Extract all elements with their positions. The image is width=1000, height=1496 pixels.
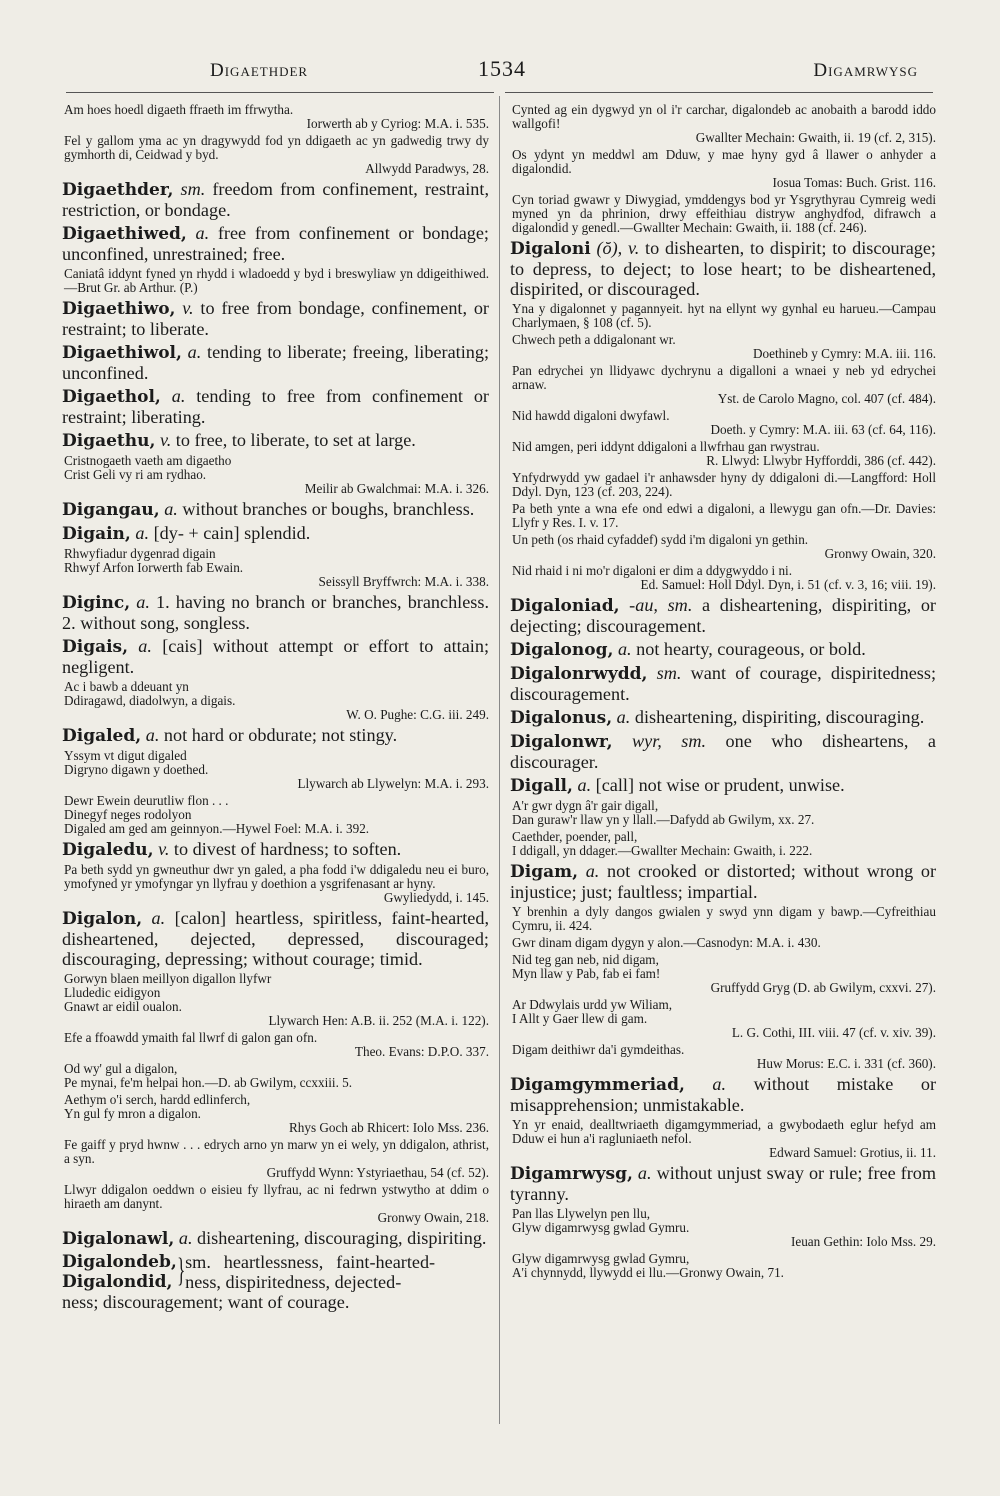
quotation bbox=[510, 1118, 936, 1160]
quotation-line: Pa beth ynte a wna efe ond edwi a digaloni, a llewygu gan ofn.—Dr. Davies: Llyfr y Res. I. v. 17. bbox=[512, 501, 936, 530]
brace-glyph: } bbox=[176, 1252, 186, 1289]
quotation bbox=[510, 799, 936, 827]
quotation bbox=[510, 1043, 936, 1071]
entry-headword: Digaloniad, bbox=[510, 596, 620, 616]
entry-headword: Digalondeb, bbox=[62, 1252, 177, 1272]
quotation bbox=[62, 454, 489, 496]
quotation-line: Nid hawdd digaloni dwyfawl. bbox=[512, 408, 670, 423]
quotation-line: Ynfydrwydd yw gadael i'r anhawsder hyny dy ddigaloni di.—Langfford: Holl Ddyl. Dyn, 123 (cf. 203, 224). bbox=[512, 470, 936, 499]
quotation bbox=[510, 502, 936, 530]
quotation-citation: Iosua Tomas: Buch. Grist. 116. bbox=[772, 175, 936, 190]
quotation bbox=[62, 1138, 489, 1180]
entry-headword: Digamrwysg, bbox=[510, 1164, 633, 1184]
entry-definition: [calon] heartless, spiritless, faint-hearted, disheartened, dejected, depressed, discouraged; discouraging, depressing; without courage; timid. bbox=[62, 908, 489, 969]
entry-headword: Digalondid, bbox=[62, 1272, 173, 1292]
entry-headword: Digalonog, bbox=[510, 640, 614, 660]
entry-definition-tail: ness; discouragement; want of courage. bbox=[62, 1292, 350, 1312]
entry-definition: without unjust sway or rule; free from tyranny. bbox=[510, 1163, 936, 1204]
entry-headword: Digaethiwo, bbox=[62, 299, 176, 319]
quotation bbox=[510, 333, 936, 361]
quotation-line: Y brenhin a dyly dangos gwialen y swyd ynn digam y bawp.—Cyfreithiau Cymru, ii. 424. bbox=[512, 904, 936, 933]
quotation bbox=[510, 440, 936, 468]
entry-part-of-speech: v. bbox=[175, 298, 201, 318]
entry-headword: Digain, bbox=[62, 524, 131, 544]
entry-part-of-speech: a. bbox=[612, 707, 635, 727]
quotation-line: A'r gwr dygn â'r gair digall, bbox=[512, 798, 659, 813]
quotation-citation: Theo. Evans: D.P.O. 337. bbox=[354, 1044, 489, 1059]
entry-headword: Digaethol, bbox=[62, 387, 161, 407]
quotation-line: Os ydynt yn meddwl am Dduw, y mae hyny gyd â llawer o anhyder a digalondid. bbox=[512, 147, 936, 176]
entry-part-of-speech: -au, sm. bbox=[619, 595, 703, 615]
quotation-line: Chwech peth a ddigalonant wr. bbox=[512, 332, 676, 347]
dictionary-entry bbox=[510, 707, 936, 728]
quotation-line: Glyw digamrwysg gwlad Gymru. bbox=[512, 1220, 690, 1235]
quotation-citation: Yst. de Carolo Magno, col. 407 (cf. 484). bbox=[717, 391, 936, 406]
quotation-line: Ac i bawb a ddeuant yn bbox=[64, 679, 189, 694]
dictionary-entry bbox=[62, 342, 489, 383]
entry-part-of-speech: sm. bbox=[173, 179, 213, 199]
entry-definition: 1. having no branch or branches, branchless. 2. without song, songless. bbox=[62, 592, 489, 633]
quotation-line: Ddiragawd, diadolwyn, a digais. bbox=[64, 693, 236, 708]
quotation-citation: Meilir ab Gwalchmai: M.A. i. 326. bbox=[304, 481, 489, 496]
quotation bbox=[510, 1207, 936, 1249]
entry-definition: without branches or boughs, branchless. bbox=[182, 499, 475, 519]
dictionary-entry bbox=[62, 523, 489, 544]
quotation bbox=[510, 998, 936, 1040]
quotation bbox=[510, 103, 936, 145]
entry-headword: Digangau, bbox=[62, 500, 160, 520]
entry-definition: a disheartening, dispiriting, or dejecting; discouragement. bbox=[510, 595, 936, 636]
quotation-citation: L. G. Cothi, III. viii. 47 (cf. v. xiv. 39). bbox=[731, 1025, 936, 1040]
entry-headword: Digaethiwed, bbox=[62, 224, 187, 244]
quotation bbox=[62, 1062, 489, 1090]
quotation-citation: Doeth. y Cymry: M.A. iii. 63 (cf. 64, 116). bbox=[710, 422, 936, 437]
quotation bbox=[510, 364, 936, 406]
dictionary-entry bbox=[62, 839, 489, 860]
quotation-line: Digryno digawn y doethed. bbox=[64, 762, 209, 777]
dictionary-entry bbox=[62, 1228, 489, 1249]
quotation-line: Gnawt ar eidil oualon. bbox=[64, 999, 182, 1014]
entry-definition: free from confinement or bondage; unconfined, unrestrained; free. bbox=[62, 223, 489, 264]
dictionary-entry bbox=[62, 223, 489, 264]
dictionary-entry bbox=[62, 430, 489, 451]
entry-headword: Digalonawl, bbox=[62, 1229, 175, 1249]
quotation-citation: Gruffydd Wynn: Ystyriaethau, 54 (cf. 52). bbox=[266, 1165, 489, 1180]
dictionary-entry bbox=[510, 861, 936, 902]
entry-headword: Digaethder, bbox=[62, 180, 174, 200]
entry-part-of-speech: a. bbox=[130, 592, 157, 612]
quotation bbox=[62, 794, 489, 836]
quotation bbox=[62, 972, 489, 1028]
entry-definition: without mistake or misapprehension; unmistakable. bbox=[510, 1074, 936, 1115]
quotation-citation: Gwyliedydd, i. 145. bbox=[383, 890, 489, 905]
quotation-line: I ddigall, yn ddager.—Gwallter Mechain: Gwaith, i. 222. bbox=[512, 843, 813, 858]
entry-headword: Digaethu, bbox=[62, 431, 156, 451]
entry-part-of-speech: a. bbox=[186, 223, 218, 243]
entry-headword: Diginc, bbox=[62, 593, 131, 613]
entry-part-of-speech: a. bbox=[159, 499, 183, 519]
entry-definition: not crooked or distorted; without wrong or injustice; just; faultless; impartial. bbox=[510, 861, 936, 902]
entry-headword: Digamgymmeriad, bbox=[510, 1075, 685, 1095]
dictionary-entry bbox=[510, 1074, 936, 1115]
entry-definition: [call] not wise or prudent, unwise. bbox=[595, 775, 845, 795]
entry-part-of-speech: a. bbox=[160, 386, 197, 406]
quotation bbox=[510, 302, 936, 330]
quotation-citation: R. Llwyd: Llwybr Hyfforddi, 386 (cf. 442). bbox=[706, 453, 936, 468]
quotation bbox=[510, 564, 936, 592]
quotation-line: Nid teg gan neb, nid digam, bbox=[512, 952, 659, 967]
dictionary-entry bbox=[510, 775, 936, 796]
quotation bbox=[62, 267, 489, 295]
quotation-line: Lludedic eidigyon bbox=[64, 985, 161, 1000]
header-rule-right bbox=[505, 92, 933, 93]
quotation bbox=[510, 905, 936, 933]
entry-part-of-speech: a. bbox=[181, 342, 208, 362]
quotation-citation: Gronwy Owain, 320. bbox=[824, 546, 936, 561]
entry-part-of-speech: a. bbox=[684, 1074, 754, 1094]
quotation-citation: Llywarch ab Llywelyn: M.A. i. 293. bbox=[297, 776, 489, 791]
entry-part-of-speech: sm. bbox=[647, 663, 691, 683]
entry-definition: one who disheartens, a discourager. bbox=[510, 731, 936, 772]
quotation bbox=[62, 1093, 489, 1135]
page-header bbox=[60, 54, 940, 84]
quotation-line: Un peth (os rhaid cyfaddef) sydd i'm digaloni yn gethin. bbox=[512, 532, 809, 547]
header-rule-left bbox=[66, 92, 494, 93]
dictionary-entry bbox=[62, 725, 489, 746]
entry-part-of-speech: a. bbox=[578, 861, 608, 881]
entry-definition: to free from bondage, confinement, or restraint; to liberate. bbox=[62, 298, 489, 339]
quotation-citation: Seissyll Bryffwrch: M.A. i. 338. bbox=[318, 574, 489, 589]
entry-headword: Digalonrwydd, bbox=[510, 664, 648, 684]
quotation bbox=[510, 953, 936, 995]
quotation bbox=[62, 749, 489, 791]
quotation-line: Yna y digalonnet y pagannyeit. hyt na ellynt wy gynhal eu harueu.—Campau Charlymaen, § 108 (cf. 5). bbox=[512, 301, 936, 330]
quotation-citation: Gwallter Mechain: Gwaith, ii. 19 (cf. 2, 315). bbox=[695, 130, 936, 145]
dictionary-entry bbox=[510, 731, 936, 772]
dictionary-entry bbox=[510, 238, 936, 299]
quotation-citation: Doethineb y Cymry: M.A. iii. 116. bbox=[752, 346, 936, 361]
quotation-line: Caethder, poender, pall, bbox=[512, 829, 638, 844]
entry-definition: sm. heartlessness, faint-hearted- ness, dispiritedness, dejected- bbox=[185, 1252, 436, 1292]
right-column bbox=[510, 100, 936, 1426]
dictionary-entry bbox=[62, 592, 489, 633]
dictionary-entry bbox=[62, 499, 489, 520]
quotation-line: Rhwyf Arfon Iorwerth fab Ewain. bbox=[64, 560, 244, 575]
entry-part-of-speech: v. bbox=[155, 430, 176, 450]
quotation-citation: Ieuan Gethin: Iolo Mss. 29. bbox=[790, 1234, 936, 1249]
quotation bbox=[510, 533, 936, 561]
quotation bbox=[510, 148, 936, 190]
dictionary-entry bbox=[62, 386, 489, 427]
quotation-citation: Gronwy Owain, 218. bbox=[377, 1210, 489, 1225]
entry-headword: Digalonus, bbox=[510, 708, 613, 728]
dictionary-entry bbox=[510, 663, 936, 704]
quotation-line: Cyn toriad gwawr y Diwygiad, ymddengys bod yr Ysgrythyrau Cymreig wedi myned yn da phrinion, drwy effeithiau distryw anghydfod, difrawch a digalondid y genedl.—Gwallter Mechain: Gwaith, ii. 188 (cf. 246). bbox=[512, 192, 936, 235]
quotation bbox=[510, 1252, 936, 1280]
quotation-line: Gorwyn blaen meillyon digallon llyfwr bbox=[64, 971, 272, 986]
entry-part-of-speech: a. bbox=[613, 639, 637, 659]
column-divider bbox=[499, 96, 500, 1424]
entry-part-of-speech: v. bbox=[153, 839, 174, 859]
quotation-line: Myn llaw y Pab, fab ei fam! bbox=[512, 966, 661, 981]
entry-part-of-speech: a. bbox=[130, 523, 154, 543]
entry-headword: Digais, bbox=[62, 637, 129, 657]
entry-headword: Digam, bbox=[510, 862, 579, 882]
quotation-line: Nid amgen, peri iddynt ddigaloni a llwfrhau gan rwystrau. bbox=[512, 439, 820, 454]
quotation-citation: W. O. Pughe: C.G. iii. 249. bbox=[346, 707, 489, 722]
page-number: 1534 bbox=[478, 56, 526, 81]
quotation bbox=[510, 830, 936, 858]
quotation bbox=[62, 103, 489, 131]
quotation-line: Cristnogaeth vaeth am digaetho bbox=[64, 453, 232, 468]
entry-definition: disheartening, dispiriting, discouraging. bbox=[634, 707, 925, 727]
quotation-citation: Gruffydd Gryg (D. ab Gwilym, cxxvi. 27). bbox=[710, 980, 936, 995]
dictionary-entry bbox=[62, 636, 489, 677]
quotation bbox=[62, 1031, 489, 1059]
quotation-line: Pe mynai, fe'm helpai hon.—D. ab Gwilym, ccxxiii. 5. bbox=[64, 1075, 353, 1090]
entry-definition: to divest of hardness; to soften. bbox=[173, 839, 402, 859]
quotation-line: Od wy' gul a digalon, bbox=[64, 1061, 178, 1076]
quotation-citation: Allwydd Paradwys, 28. bbox=[365, 161, 489, 176]
quotation-citation: Rhys Goch ab Rhicert: Iolo Mss. 236. bbox=[289, 1120, 489, 1135]
quotation-line: Pa beth sydd yn gwneuthur dwr yn galed, a pha fodd i'w ddigaledu neu ei buro, ymofyned yr ymofyngar yn llyfrau y doethion a ysgrifenasant ar hyny. bbox=[64, 862, 489, 891]
quotation-line: Yn gul fy mron a digalon. bbox=[64, 1106, 201, 1121]
entry-part-of-speech: a. bbox=[142, 908, 175, 928]
running-head-right: Digamrwysg bbox=[813, 60, 918, 81]
quotation-line: Dan guraw'r llaw yn y llall.—Dafydd ab Gwilym, xx. 27. bbox=[512, 812, 815, 827]
quotation bbox=[510, 471, 936, 499]
quotation-line: Fe gaiff y pryd hwnw . . . edrych arno yn marw yn ei wely, yn ddigalon, athrist, a syn. bbox=[64, 1137, 489, 1166]
running-head-left: Digaethder bbox=[210, 60, 309, 81]
quotation-citation: Edward Samuel: Grotius, ii. 11. bbox=[769, 1145, 936, 1160]
quotation-line: Crist Geli vy ri am rydhao. bbox=[64, 467, 207, 482]
quotation-line: Yssym vt digut digaled bbox=[64, 748, 187, 763]
quotation bbox=[62, 1183, 489, 1225]
quotation-citation: Iorwerth ab y Cyriog: M.A. i. 535. bbox=[306, 116, 489, 131]
quotation-line: Digam deithiwr da'i gymdeithas. bbox=[512, 1042, 685, 1057]
entry-definition: to free, to liberate, to set at large. bbox=[175, 430, 416, 450]
quotation-line: Dinegyf neges rodolyon bbox=[64, 807, 192, 822]
entry-headword: Digaethiwol, bbox=[62, 343, 182, 363]
dictionary-entry bbox=[62, 298, 489, 339]
entry-headwords bbox=[62, 1252, 177, 1292]
entry-headword: Digall, bbox=[510, 776, 573, 796]
entry-part-of-speech: a. bbox=[141, 725, 164, 745]
quotation-line: Llwyr ddigalon oeddwn o eisieu fy llyfrau, ac ni fedrwn ystwytho at ddim o hiraeth am danynt. bbox=[64, 1182, 489, 1211]
quotation-citation: Llywarch Hen: A.B. ii. 252 (M.A. i. 122). bbox=[268, 1013, 489, 1028]
quotation-line: Ar Ddwylais urdd yw Wiliam, bbox=[512, 997, 673, 1012]
entry-part-of-speech: a. bbox=[128, 636, 163, 656]
quotation-line: Glyw digamrwysg gwlad Gymru, bbox=[512, 1251, 690, 1266]
entry-headword: Digaled, bbox=[62, 726, 142, 746]
dictionary-entry bbox=[510, 1163, 936, 1204]
entry-part-of-speech: (ŏ), v. bbox=[590, 238, 646, 258]
entry-definition: disheartening, discouraging, dispiriting. bbox=[197, 1228, 487, 1248]
dictionary-entry bbox=[510, 595, 936, 636]
entry-part-of-speech: wyr, sm. bbox=[612, 731, 726, 751]
entry-headword: Digalonwr, bbox=[510, 732, 613, 752]
quotation-line: Cynted ag ein dygwyd yn ol i'r carchar, digalondeb ac anobaith a barodd iddo wallgofi! bbox=[512, 102, 936, 131]
entry-definition: not hard or obdurate; not stingy. bbox=[163, 725, 398, 745]
quotation-line: Aethym o'i serch, hardd edlinferch, bbox=[64, 1092, 251, 1107]
dictionary-entry bbox=[510, 639, 936, 660]
entry-definition: to dishearten, to dispirit; to discourage; to depress, to deject; to lose heart; to be disheartened, dispirited, or discouraged. bbox=[510, 238, 936, 299]
quotation-citation: Ed. Samuel: Holl Ddyl. Dyn, i. 51 (cf. v. 3, 16; viii. 19). bbox=[640, 577, 936, 592]
entry-definition: tending to free from confinement or restraint; liberating. bbox=[62, 386, 489, 427]
entry-part-of-speech: a. bbox=[572, 775, 596, 795]
quotation bbox=[510, 193, 936, 235]
entry-definition: [cais] without attempt or effort to attain; negligent. bbox=[62, 636, 489, 677]
entry-part-of-speech: a. bbox=[632, 1163, 657, 1183]
quotation-line: Caniatâ iddynt fyned yn rhydd i wladoedd y byd i breswyliaw yn ddigeithiwed.—Brut Gr. ab Arthur. (P.) bbox=[64, 266, 489, 295]
entry-part-of-speech: a. bbox=[174, 1228, 198, 1248]
dictionary-entry bbox=[62, 179, 489, 220]
quotation bbox=[510, 936, 936, 950]
quotation bbox=[62, 134, 489, 176]
dictionary-entry-braced bbox=[62, 1252, 489, 1312]
entry-headword: Digaloni bbox=[510, 239, 591, 259]
quotation-line: Pan edrychei yn llidyawc dychrynu a digalloni a wnaei y neb yd edrychei arnaw. bbox=[512, 363, 936, 392]
quotation-line: Digaled am ged am geinnyon.—Hywel Foel: M.A. i. 392. bbox=[64, 821, 370, 836]
quotation-line: Dewr Ewein deurutliw flon . . . bbox=[64, 793, 229, 808]
quotation bbox=[62, 863, 489, 905]
quotation bbox=[62, 547, 489, 589]
quotation-line: Am hoes hoedl digaeth ffraeth im ffrwytha. bbox=[64, 102, 294, 117]
left-column bbox=[62, 100, 489, 1426]
entry-definition: not hearty, courageous, or bold. bbox=[636, 639, 866, 659]
quotation-citation: Huw Morus: E.C. i. 331 (cf. 360). bbox=[756, 1056, 936, 1071]
quotation-line: Efe a ffoawdd ymaith fal llwrf di galon gan ofn. bbox=[64, 1030, 318, 1045]
quotation-line: Gwr dinam digam dygyn y alon.—Casnodyn: M.A. i. 430. bbox=[512, 935, 821, 950]
entry-headword: Digalon, bbox=[62, 909, 143, 929]
quotation-line: Nid rhaid i ni mo'r digaloni er dim a ddygwyddo i ni. bbox=[512, 563, 793, 578]
entry-headword: Digaledu, bbox=[62, 840, 154, 860]
dictionary-entry bbox=[62, 908, 489, 969]
quotation-line: A'i chynnydd, llywydd ei llu.—Gronwy Owain, 71. bbox=[512, 1265, 784, 1280]
entry-definition: [dy- + cain] splendid. bbox=[153, 523, 311, 543]
quotation-line: Rhwyfiadur dygenrad digain bbox=[64, 546, 216, 561]
quotation-line: Pan llas Llywelyn pen llu, bbox=[512, 1206, 651, 1221]
entry-definition: tending to liberate; freeing, liberating; unconfined. bbox=[62, 342, 489, 383]
entry-definition: freedom from confinement, restraint, restriction, or bondage. bbox=[62, 179, 489, 220]
entry-definition: want of courage, dispiritedness; discouragement. bbox=[510, 663, 936, 704]
quotation-line: I Allt y Gaer llew di gam. bbox=[512, 1011, 648, 1026]
quotation-line: Yn yr enaid, dealltwriaeth digamgymmeriad, a gwybodaeth eglur hefyd am Dduw ei hun a'i ragluniaeth nefol. bbox=[512, 1117, 936, 1146]
quotation bbox=[510, 409, 936, 437]
quotation bbox=[62, 680, 489, 722]
quotation-line: Fel y gallom yma ac yn dragywydd fod yn ddigaeth ac yn gadwedig trwy dy gymhorth di, Ceidwad y byd. bbox=[64, 133, 489, 162]
